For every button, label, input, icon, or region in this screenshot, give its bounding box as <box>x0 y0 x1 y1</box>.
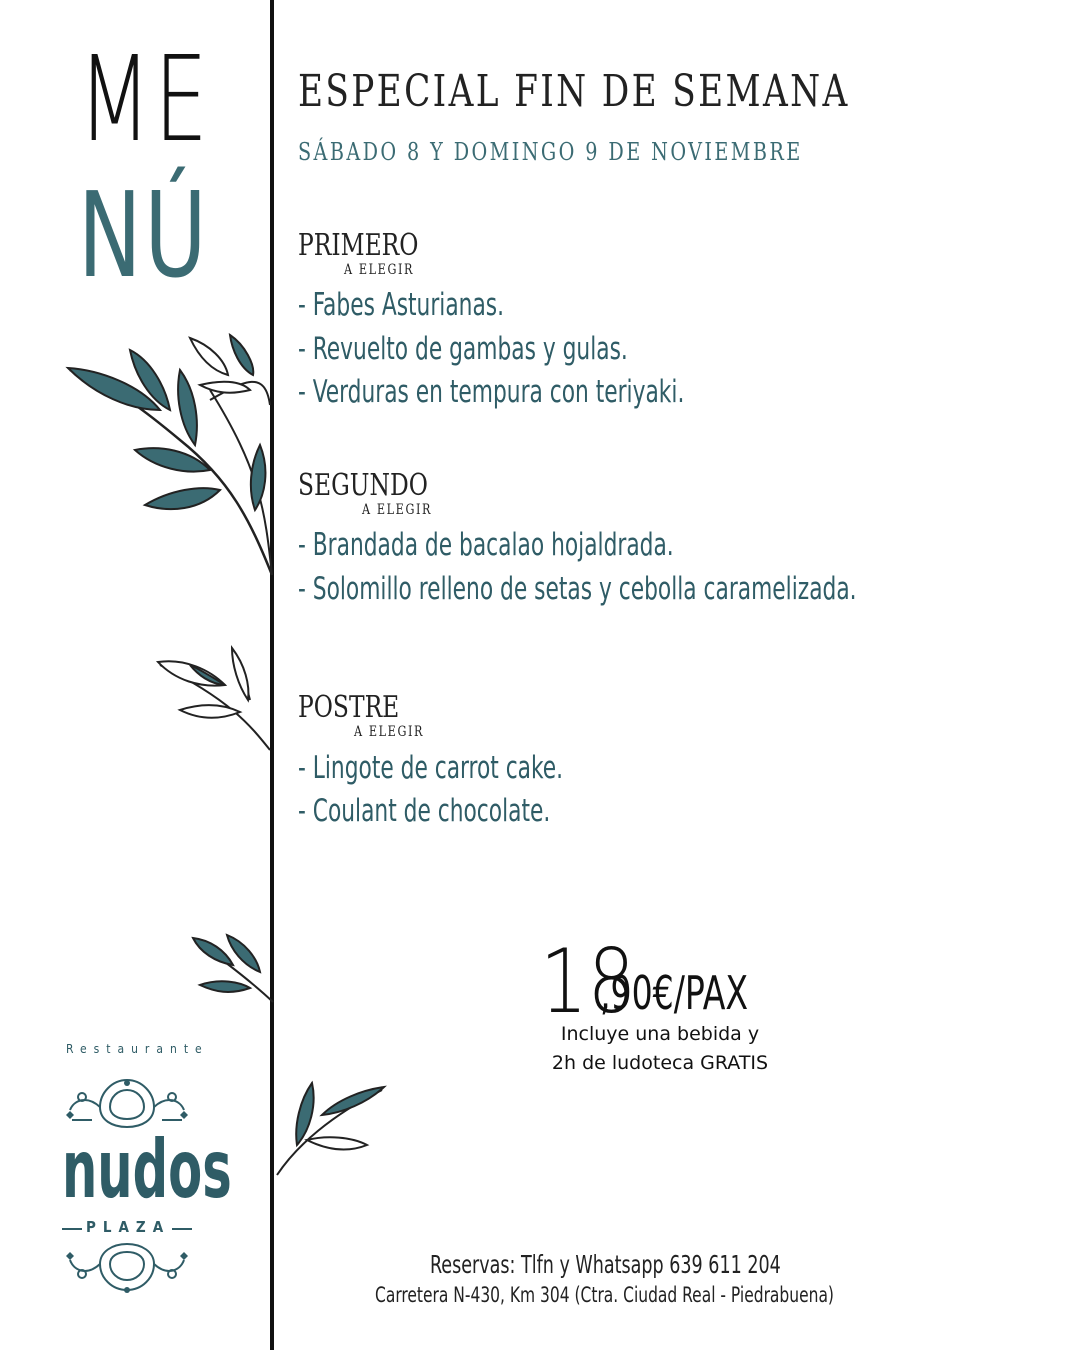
reservations-text: Reservas: Tlfn y Whatsapp 639 611 204 <box>430 1250 781 1279</box>
price-integer: 18 <box>540 930 636 1033</box>
logo-name: nudos <box>62 1123 232 1216</box>
logo-sub: PLAZA <box>86 1218 171 1236</box>
address-text: Carretera N-430, Km 304 (Ctra. Ciudad Real - Piedrabuena) <box>375 1283 834 1307</box>
dish-item: - Brandada de bacalao hojaldrada. <box>298 527 674 563</box>
price-decimals: ,90€/PAX <box>600 966 749 1020</box>
course-heading-primero: PRIMERO <box>298 228 419 263</box>
price-includes <box>540 1020 780 1078</box>
includes-line-2: 2h de ludoteca GRATIS <box>551 1052 769 1074</box>
logo-ornament-bottom-icon <box>62 1238 192 1298</box>
page-subtitle: SÁBADO 8 Y DOMINGO 9 DE NOVIEMBRE <box>298 138 803 166</box>
course-note-segundo: A ELEGIR <box>362 502 433 518</box>
dish-item: - Solomillo relleno de setas y cebolla caramelizada. <box>298 571 857 607</box>
course-note-primero: A ELEGIR <box>344 262 415 278</box>
dish-item: - Lingote de carrot cake. <box>298 750 564 786</box>
dish-item: - Coulant de chocolate. <box>298 793 551 829</box>
logo-restaurante-label: Restaurante <box>66 1042 209 1056</box>
leaf-branch-decoration-4 <box>272 1075 392 1185</box>
leaf-branch-decoration-3 <box>185 930 280 1010</box>
course-heading-postre: POSTRE <box>298 690 400 725</box>
dish-item: - Fabes Asturianas. <box>298 287 505 323</box>
menu-title-top: ME <box>78 30 211 168</box>
menu-title-bottom: NÚ <box>78 166 210 304</box>
leaf-branch-decoration-1 <box>60 330 280 590</box>
includes-line-1: Incluye una bebida y <box>560 1023 760 1045</box>
dish-item: - Revuelto de gambas y gulas. <box>298 331 628 367</box>
logo-divider-line <box>60 1224 194 1234</box>
page-title: ESPECIAL FIN DE SEMANA <box>298 66 850 117</box>
dish-item: - Verduras en tempura con teriyaki. <box>298 374 685 410</box>
leaf-branch-decoration-2 <box>150 640 280 780</box>
course-heading-segundo: SEGUNDO <box>298 468 428 503</box>
course-note-postre: A ELEGIR <box>354 724 425 740</box>
